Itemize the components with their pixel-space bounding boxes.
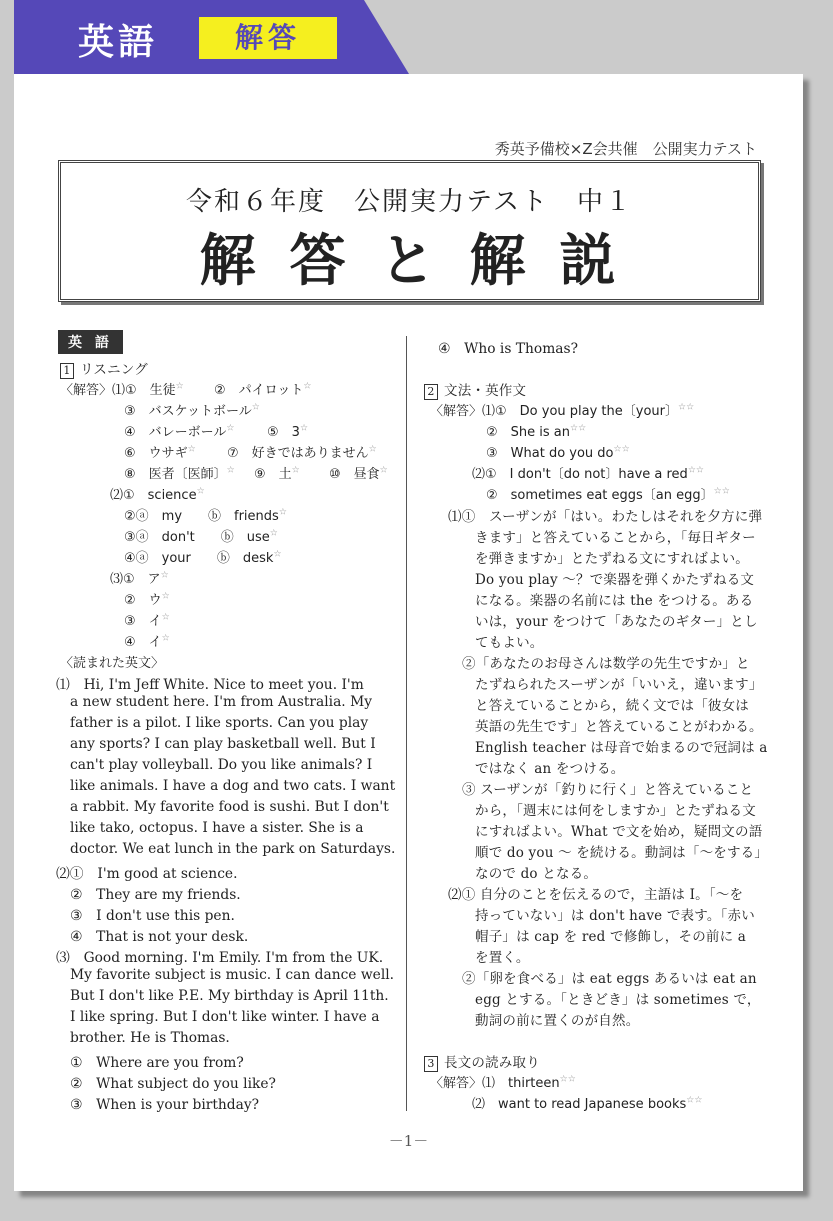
text-line (462, 652, 750, 672)
text-line (124, 631, 170, 650)
line-text: egg とする。「ときどき」は sometimes で， (475, 992, 761, 1008)
line-text: たずねられたスーザンが「いいえ，違います」 (475, 677, 763, 693)
line-text: ④ イ (124, 635, 162, 650)
section-heading (424, 379, 526, 400)
text-line (124, 442, 196, 461)
line-text: ④ Who is Thomas? (438, 341, 578, 357)
line-text: を置く。 (475, 950, 530, 966)
text-line (124, 610, 170, 629)
section-badge-english: 英 語 (58, 330, 123, 354)
line-text: と答えていることから，続く文では「彼女は (475, 698, 749, 714)
line-text: 持っていない」は don't have で表す。「赤い (475, 908, 755, 924)
line-text: ⑧ 医者〔医師〕 (124, 467, 227, 482)
line-text: 長文の読み取り (444, 1055, 540, 1071)
line-text: ③ When is your birthday? (70, 1097, 260, 1113)
text-line (475, 715, 763, 735)
text-line (472, 463, 704, 482)
text-line (110, 568, 169, 587)
star-icon: ☆ (303, 381, 312, 392)
line-text: My favorite subject is music. I can dance well. (70, 967, 395, 983)
text-line (56, 673, 364, 693)
line-text: ②「卵を食べる」は eat eggs あるいは eat an (462, 971, 757, 987)
line-text: ④ⓐ your ⓑ desk (124, 551, 274, 566)
line-text: I like spring. But I don't like winter. I have a (70, 1009, 380, 1025)
line-text: ③ I don't use this pen. (70, 908, 235, 924)
text-line (475, 631, 544, 651)
text-line (430, 1072, 576, 1091)
text-line (70, 988, 389, 1004)
text-line (475, 673, 763, 693)
section-number-box: 2 (424, 384, 438, 400)
text-line (124, 463, 235, 482)
text-line (475, 925, 746, 945)
line-text: ⑴① スーザンが「はい。わたしはそれを夕方に弾 (448, 509, 763, 525)
text-line (475, 799, 756, 819)
star-icon: ☆☆ (687, 465, 704, 476)
exam-title: 令和６年度 公開実力テスト 中１ (186, 187, 633, 217)
text-line (70, 1051, 244, 1071)
line-text: 動詞の前に置くのが自然。 (475, 1013, 640, 1029)
text-line (475, 568, 754, 588)
star-icon: ☆ (187, 444, 196, 455)
line-text: から，「週末には何をしますか」とたずねる文 (475, 803, 756, 819)
line-text: ⑵① I don't〔do not〕have a red (472, 467, 688, 482)
line-text: 〈解答〉⑴① Do you play the〔your〕 (430, 404, 678, 419)
line-text: ⑦ 好きではありません (227, 446, 369, 461)
text-line (124, 589, 170, 608)
star-icon: ☆ (161, 612, 170, 623)
text-line (475, 736, 768, 756)
line-text: ではなく an をつける。 (475, 761, 625, 777)
text-line (438, 337, 578, 357)
text-line (70, 883, 241, 903)
answer-badge: 解答 (199, 17, 337, 59)
star-icon: ☆☆ (570, 423, 587, 434)
text-line (70, 841, 395, 857)
star-icon: ☆ (226, 465, 235, 476)
line-text: a rabbit. My favorite food is sushi. But I don't (70, 799, 389, 815)
line-text: ② What subject do you like? (70, 1076, 276, 1092)
star-icon: ☆☆ (678, 402, 695, 413)
text-line (475, 589, 753, 609)
line-text: ⑶ Good morning. I'm Emily. I'm from the UK. (56, 950, 384, 966)
star-icon: ☆ (161, 633, 170, 644)
text-line (124, 547, 282, 566)
section-number-box: 3 (424, 1056, 438, 1072)
text-line (448, 883, 743, 903)
line-text: になる。楽器の名前には the をつける。ある (475, 593, 754, 609)
line-text: ④ That is not your desk. (70, 929, 249, 945)
text-line (448, 505, 762, 525)
line-text: ⑵① I'm good at science. (56, 866, 238, 882)
text-line (475, 547, 749, 567)
text-line (70, 1030, 230, 1046)
text-line (475, 1009, 639, 1029)
line-text: ⑥ ウサギ (124, 446, 188, 461)
column-divider (406, 336, 407, 1111)
text-line (124, 421, 234, 440)
line-text: 順で do you ～ を続ける。動詞は「～をする」 (475, 845, 769, 861)
section-heading (60, 358, 148, 379)
text-line (70, 757, 372, 773)
line-text: きます」と答えていることから，「毎日ギター (475, 530, 756, 546)
line-text: ⑵① science (110, 488, 197, 503)
text-line (227, 442, 377, 461)
text-line (60, 379, 184, 398)
line-text: like tako, octopus. I have a sister. She is a (70, 820, 364, 836)
text-line (267, 421, 308, 440)
star-icon: ☆ (161, 591, 170, 602)
line-text: にすればよい。What で文を始め，疑問文の語 (475, 824, 763, 840)
text-line (56, 862, 237, 882)
line-text: ① Where are you from? (70, 1055, 244, 1071)
text-line (70, 904, 235, 924)
line-text: 〈解答〉⑴ thirteen (430, 1076, 560, 1091)
star-icon: ☆ (226, 423, 235, 434)
text-line (475, 757, 624, 777)
star-icon: ☆☆ (686, 1095, 703, 1106)
page-number: －1－ (388, 1132, 429, 1150)
line-text: father is a pilot. I like sports. Can you play (70, 715, 369, 731)
line-text: ③ スーザンが「釣りに行く」と答えていること (462, 782, 754, 798)
text-line (475, 820, 762, 840)
line-text: 〈解答〉⑴① 生徒 (60, 383, 176, 398)
star-icon: ☆ (160, 570, 169, 581)
line-text: ②ⓐ my ⓑ friends (124, 509, 279, 524)
line-text: a new student here. I'm from Australia. My (70, 694, 372, 710)
text-line (475, 694, 749, 714)
star-icon: ☆ (299, 423, 309, 434)
line-text: like animals. I have a dog and two cats. I want (70, 778, 396, 794)
line-text: ③ バスケットボール (124, 404, 252, 419)
line-text: を弾きますか」とたずねる文にすればよい。 (475, 551, 749, 567)
line-text: ③ⓐ don't ⓑ use (124, 530, 270, 545)
star-icon: ☆ (251, 402, 260, 413)
line-text: てもよい。 (475, 635, 544, 651)
text-line (70, 1009, 379, 1025)
line-text: ⑩ 昼食 (329, 467, 380, 482)
line-text: ③ What do you do (486, 446, 614, 461)
star-icon: ☆ (278, 507, 287, 518)
text-line (462, 778, 753, 798)
text-line (70, 820, 363, 836)
text-line (475, 988, 761, 1008)
text-line (70, 1072, 276, 1092)
line-text: ② sometimes eat eggs〔an egg〕 (486, 488, 714, 503)
subject-title: 英語 (78, 22, 159, 63)
text-line (475, 904, 755, 924)
line-text: can't play volleyball. Do you like animals? I (70, 757, 373, 773)
text-line (70, 799, 389, 815)
line-text: ② They are my friends. (70, 887, 241, 903)
section-number-box: 1 (60, 363, 74, 379)
text-line (475, 610, 758, 630)
line-text: But I don't like P.E. My birthday is April 11th. (70, 988, 389, 1004)
line-text: いは，your をつけて「あなたのギター」とし (475, 614, 758, 630)
line-text: ② パイロット (214, 383, 304, 398)
text-line (56, 946, 383, 966)
section-heading (424, 1051, 540, 1072)
line-text: 文法・英作文 (444, 383, 527, 399)
line-text: ③ イ (124, 614, 162, 629)
text-line (110, 484, 205, 503)
star-icon: ☆ (379, 465, 388, 476)
line-text: 帽子」は cap を red で修飾し，その前に a (475, 929, 747, 945)
text-line (329, 463, 388, 482)
text-line (486, 484, 730, 503)
answer-sheet (14, 74, 803, 1191)
star-icon: ☆ (291, 465, 300, 476)
document-title: 解答と解説 (199, 229, 650, 294)
line-text: なので do となる。 (475, 866, 598, 882)
star-icon: ☆ (273, 549, 282, 560)
text-line (124, 400, 260, 419)
star-icon: ☆ (175, 381, 184, 392)
text-line (254, 463, 300, 482)
line-text: ② She is an (486, 425, 570, 440)
text-line (475, 841, 768, 861)
line-text: ② ウ (124, 593, 162, 608)
text-line (462, 967, 757, 987)
text-line (70, 715, 368, 731)
line-text: リスニング (80, 362, 148, 378)
line-text: ⑵① 自分のことを伝えるので，主語は I。「～を (448, 887, 744, 903)
text-line (70, 694, 372, 710)
line-text: 英語の先生です」と答えていることがわかる。 (475, 719, 763, 735)
line-text: ②「あなたのお母さんは数学の先生ですか」と (462, 656, 750, 672)
title-box (58, 160, 761, 302)
star-icon: ☆ (269, 528, 278, 539)
organizer-line: 秀英予備校×Z会共催 公開実力テスト (494, 140, 757, 158)
line-text: brother. He is Thomas. (70, 1030, 230, 1046)
line-text: ⑤ 3 (267, 425, 300, 440)
text-line (486, 442, 630, 461)
text-line (70, 925, 248, 945)
text-line (475, 946, 530, 966)
line-text: English teacher は母音で始まるので冠詞は a (475, 740, 768, 756)
line-text: any sports? I can play basketball well. But I (70, 736, 376, 752)
text-line (70, 736, 376, 752)
text-line (214, 379, 311, 398)
line-text: Do you play ～？で楽器を弾くかたずねる文 (475, 572, 755, 588)
star-icon: ☆ (368, 444, 377, 455)
text-line (475, 526, 756, 546)
text-line (472, 1093, 702, 1112)
star-icon: ☆☆ (559, 1074, 576, 1085)
text-line (430, 400, 694, 419)
line-text: ⑶① ア (110, 572, 161, 587)
text-line (70, 967, 394, 983)
text-line (70, 1093, 259, 1113)
text-line (60, 652, 164, 671)
line-text: ⑴ Hi, I'm Jeff White. Nice to meet you. I'm (56, 677, 364, 693)
star-icon: ☆☆ (613, 444, 630, 455)
line-text: ⑨ 土 (254, 467, 292, 482)
text-line (70, 778, 395, 794)
star-icon: ☆☆ (713, 486, 730, 497)
line-text: ⑵ want to read Japanese books (472, 1097, 687, 1112)
line-text: doctor. We eat lunch in the park on Saturdays. (70, 841, 396, 857)
line-text: 〈読まれた英文〉 (60, 656, 165, 671)
text-line (486, 421, 586, 440)
text-line (475, 862, 597, 882)
star-icon: ☆ (196, 486, 205, 497)
text-line (124, 526, 278, 545)
line-text: ④ バレーボール (124, 425, 227, 440)
text-line (124, 505, 287, 524)
